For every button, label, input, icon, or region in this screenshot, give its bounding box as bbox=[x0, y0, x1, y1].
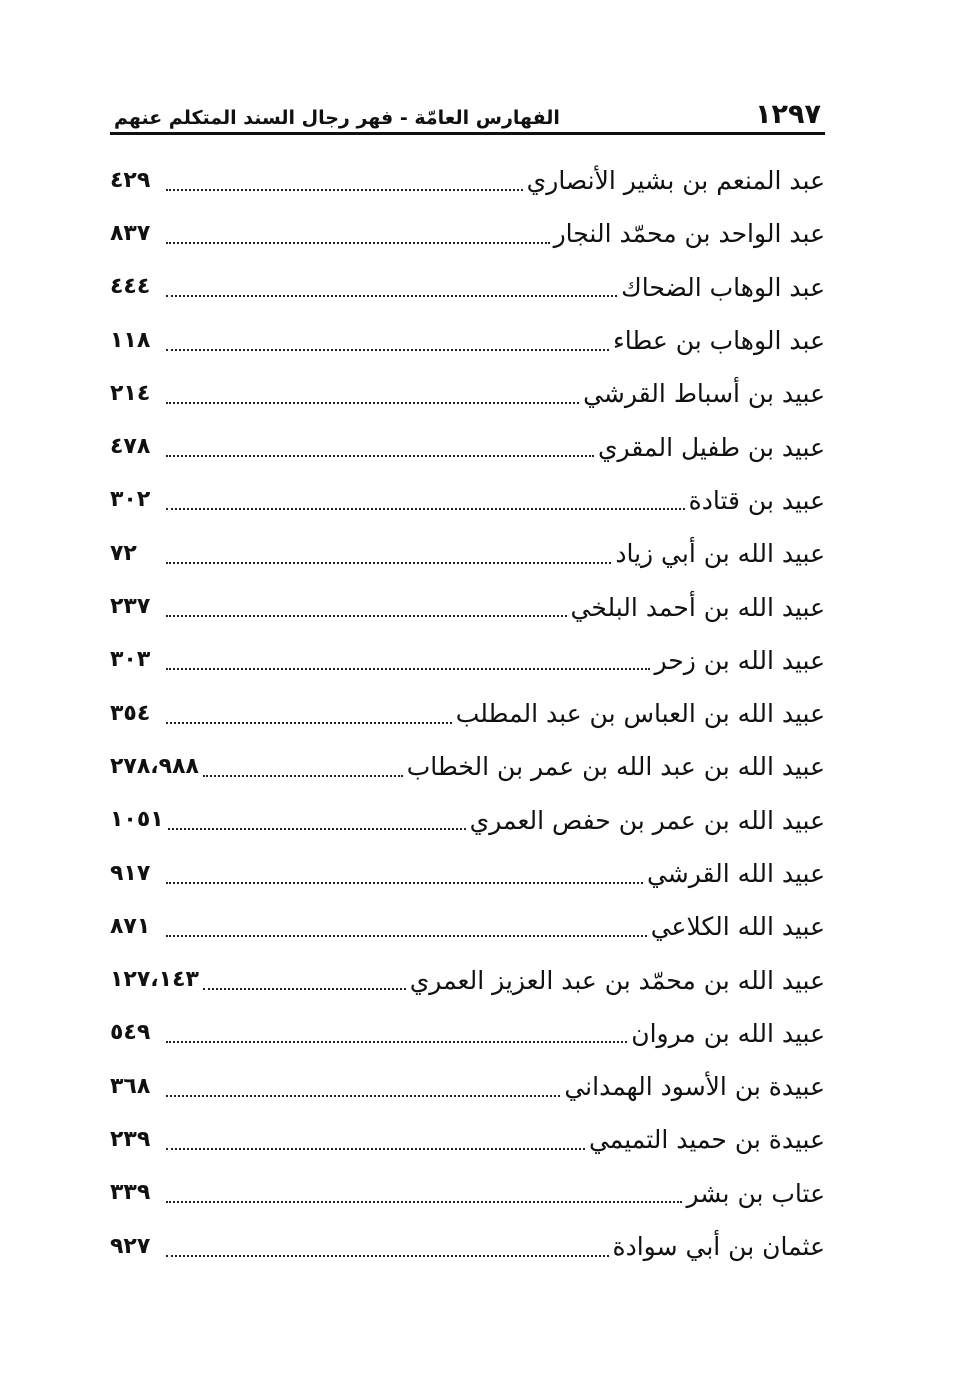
dot-leader bbox=[166, 455, 594, 457]
index-entry bbox=[110, 154, 825, 207]
dot-leader bbox=[203, 988, 406, 990]
entry-page-numbers: ١٠٥١ bbox=[110, 807, 164, 833]
dot-leader bbox=[166, 668, 650, 670]
entry-page-numbers: ١١٨ bbox=[110, 327, 151, 353]
dot-leader bbox=[168, 828, 466, 830]
index-entry bbox=[110, 740, 825, 793]
index-entry bbox=[110, 207, 825, 260]
entry-name: عبيد الله بن أحمد البلخي bbox=[570, 592, 825, 622]
index-entry bbox=[110, 367, 825, 420]
entry-page-numbers: ٩١٧ bbox=[110, 860, 151, 886]
index-entry bbox=[110, 474, 825, 527]
entry-page-numbers: ٣٠٣ bbox=[110, 647, 151, 673]
entry-name: عثمان بن أبي سوادة bbox=[612, 1232, 825, 1262]
entry-name: عبيد بن أسباط القرشي bbox=[583, 379, 825, 409]
entry-page-numbers: ٣٦٨ bbox=[110, 1073, 151, 1099]
dot-leader bbox=[166, 1095, 560, 1097]
index-entry bbox=[110, 1060, 825, 1113]
entry-page-numbers: ٨٣٧ bbox=[110, 220, 151, 246]
dot-leader bbox=[166, 562, 611, 564]
entry-name: عبيد بن قتادة bbox=[688, 485, 825, 515]
entry-page-numbers: ٥٤٩ bbox=[110, 1020, 151, 1046]
dot-leader bbox=[166, 1148, 585, 1150]
entry-page-numbers: ٢١٤ bbox=[110, 380, 151, 406]
entry-name: عبيد الله الكلاعي bbox=[650, 912, 825, 942]
page-number: ١٢٩٧ bbox=[755, 99, 821, 130]
entry-page-numbers: ٢٣٧ bbox=[110, 594, 151, 620]
entry-name: عبد الوهاب بن عطاء bbox=[612, 326, 825, 356]
entry-page-numbers: ١٢٧،١٤٣ bbox=[110, 967, 199, 993]
page-header bbox=[110, 92, 825, 135]
index-entry bbox=[110, 1220, 825, 1273]
dot-leader bbox=[166, 1041, 627, 1043]
dot-leader bbox=[166, 508, 685, 510]
index-page bbox=[110, 92, 825, 1262]
index-entry bbox=[110, 580, 825, 633]
index-entry bbox=[110, 1113, 825, 1166]
dot-leader bbox=[166, 615, 567, 617]
dot-leader bbox=[166, 935, 647, 937]
dot-leader bbox=[203, 775, 403, 777]
entry-page-numbers: ٣٥٤ bbox=[110, 700, 151, 726]
entry-page-numbers: ٩٢٧ bbox=[110, 1233, 151, 1259]
entry-name: عبيد الله بن محمّد بن عبد العزيز العمري bbox=[409, 965, 825, 995]
entry-page-numbers: ٤٤٤ bbox=[110, 274, 151, 300]
entry-page-numbers: ٧٢ bbox=[110, 540, 137, 566]
entry-page-numbers: ٢٣٩ bbox=[110, 1126, 151, 1152]
entry-page-numbers: ٣٠٢ bbox=[110, 487, 151, 513]
entry-name: عبيد الله بن عمر بن حفص العمري bbox=[469, 805, 825, 835]
entry-name: عبيدة بن حميد التميمي bbox=[588, 1125, 825, 1155]
dot-leader bbox=[166, 1201, 682, 1203]
entry-name: عبيد الله بن زحر bbox=[654, 645, 825, 675]
index-entry bbox=[110, 420, 825, 473]
running-title: الفهارس العامّة - فهر رجال السند المتكلم عنهم bbox=[114, 107, 560, 129]
entry-name: عبد الواحد بن محمّد النجار bbox=[553, 219, 825, 249]
entry-name: عبيد الله بن العباس بن عبد المطلب bbox=[455, 699, 825, 729]
index-entry bbox=[110, 261, 825, 314]
index-entry bbox=[110, 900, 825, 953]
entry-page-numbers: ٣٣٩ bbox=[110, 1180, 151, 1206]
entry-name: عبد الوهاب الضحاك bbox=[621, 272, 825, 302]
dot-leader bbox=[166, 1255, 609, 1257]
dot-leader bbox=[166, 722, 452, 724]
dot-leader bbox=[166, 402, 579, 404]
index-entry bbox=[110, 794, 825, 847]
entry-name: عبيد الله بن أبي زياد bbox=[615, 539, 825, 569]
dot-leader bbox=[166, 349, 609, 351]
index-entries-list bbox=[110, 154, 825, 1273]
index-entry bbox=[110, 314, 825, 367]
index-entry bbox=[110, 687, 825, 740]
dot-leader bbox=[166, 242, 550, 244]
entry-name: عبيد بن طفيل المقري bbox=[597, 432, 825, 462]
entry-name: عبد المنعم بن بشير الأنصاري bbox=[526, 166, 825, 196]
index-entry bbox=[110, 634, 825, 687]
dot-leader bbox=[166, 189, 523, 191]
entry-page-numbers: ٤٧٨ bbox=[110, 434, 151, 460]
index-entry bbox=[110, 1167, 825, 1220]
entry-name: عبيد الله بن مروان bbox=[631, 1018, 825, 1048]
index-entry bbox=[110, 847, 825, 900]
index-entry bbox=[110, 527, 825, 580]
entry-name: عبيدة بن الأسود الهمداني bbox=[564, 1072, 825, 1102]
entry-name: عتاب بن بشر bbox=[686, 1178, 825, 1208]
entry-page-numbers: ٨٧١ bbox=[110, 913, 151, 939]
dot-leader bbox=[166, 882, 643, 884]
index-entry bbox=[110, 953, 825, 1006]
entry-name: عبيد الله بن عبد الله بن عمر بن الخطاب bbox=[406, 752, 825, 782]
index-entry bbox=[110, 1007, 825, 1060]
entry-page-numbers: ٤٢٩ bbox=[110, 167, 151, 193]
entry-name: عبيد الله القرشي bbox=[646, 859, 825, 888]
entry-page-numbers: ٢٧٨،٩٨٨ bbox=[110, 753, 199, 779]
dot-leader bbox=[166, 295, 617, 297]
